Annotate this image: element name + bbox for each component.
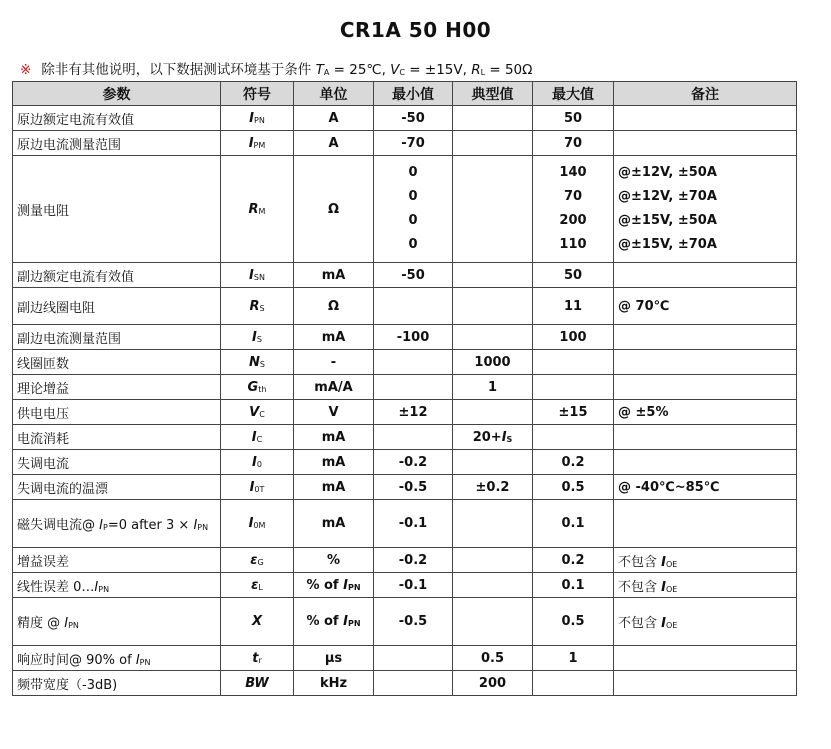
unit-cell: μs	[294, 646, 374, 671]
param-cell: 响应时间@ 90% of $I_{PN}$	[13, 646, 221, 671]
note-mark-icon: ※	[20, 62, 32, 78]
max-cell: 11	[533, 288, 614, 325]
symbol-cell: X	[221, 598, 294, 646]
symbol-cell: $I_{0T}$	[221, 475, 294, 500]
symbol-cell: $R_S$	[221, 288, 294, 325]
param-cell: 副边额定电流有效值	[13, 263, 221, 288]
typ-cell: ±0.2	[453, 475, 533, 500]
table-row	[13, 475, 797, 500]
remark-cell	[614, 646, 797, 671]
typ-cell: 200	[453, 671, 533, 696]
param-cell: 线性误差 $0\dots I_{PN}$	[13, 573, 221, 598]
min-cell	[374, 425, 453, 450]
table-row	[13, 156, 797, 263]
unit-cell: mA/A	[294, 375, 374, 400]
symbol-cell: $I_0$	[221, 450, 294, 475]
remark-cell	[614, 350, 797, 375]
max-cell: 100	[533, 325, 614, 350]
min-cell	[374, 350, 453, 375]
param-cell: 精度 @ $I_{PN}$	[13, 598, 221, 646]
unit-cell: %	[294, 548, 374, 573]
max-cell: 50	[533, 263, 614, 288]
unit-cell: mA	[294, 475, 374, 500]
header-max: 最大值	[533, 82, 614, 106]
unit-cell: Ω	[294, 288, 374, 325]
max-cell	[533, 375, 614, 400]
remark-cell	[614, 375, 797, 400]
max-cell: 1	[533, 646, 614, 671]
min-cell	[374, 375, 453, 400]
symbol-cell: $R_M$	[221, 156, 294, 263]
remark-cell	[614, 131, 797, 156]
symbol-cell: $\varepsilon_L$	[221, 573, 294, 598]
rl-subscript: L	[480, 68, 486, 77]
unit-cell: A	[294, 106, 374, 131]
max-cell: 140 70 200 110	[533, 156, 614, 263]
spec-table	[12, 81, 797, 696]
min-cell: -0.1	[374, 573, 453, 598]
typ-cell	[453, 288, 533, 325]
header-param: 参数	[13, 82, 221, 106]
table-row	[13, 548, 797, 573]
min-cell: -0.2	[374, 548, 453, 573]
table-row	[13, 325, 797, 350]
unit-cell: mA	[294, 325, 374, 350]
typ-cell	[453, 500, 533, 548]
symbol-cell: $I_{PN}$	[221, 106, 294, 131]
typ-cell: $20+I_S$	[453, 425, 533, 450]
unit-cell: V	[294, 400, 374, 425]
symbol-cell: $t_r$	[221, 646, 294, 671]
symbol-cell: $\varepsilon_G$	[221, 548, 294, 573]
max-cell	[533, 671, 614, 696]
unit-cell: % of $I_{PN}$	[294, 573, 374, 598]
table-row	[13, 573, 797, 598]
ta-value: = 25℃,	[329, 62, 391, 78]
min-cell: -50	[374, 106, 453, 131]
vc-symbol: V	[390, 62, 400, 78]
min-cell: -0.5	[374, 475, 453, 500]
ta-subscript: A	[323, 68, 330, 77]
max-cell: 70	[533, 131, 614, 156]
unit-cell: Ω	[294, 156, 374, 263]
max-cell: 0.1	[533, 500, 614, 548]
typ-cell: 1000	[453, 350, 533, 375]
table-row	[13, 375, 797, 400]
max-cell	[533, 425, 614, 450]
remark-cell: @ -40℃~85℃	[614, 475, 797, 500]
max-cell: 50	[533, 106, 614, 131]
symbol-cell: $I_{SN}$	[221, 263, 294, 288]
param-cell: 供电电压	[13, 400, 221, 425]
remark-cell: 不包含 $I_{OE}$	[614, 598, 797, 646]
min-cell: -70	[374, 131, 453, 156]
symbol-cell: $I_{0M}$	[221, 500, 294, 548]
param-cell: 理论增益	[13, 375, 221, 400]
symbol-cell: $V_C$	[221, 400, 294, 425]
min-cell: 0 0 0 0	[374, 156, 453, 263]
remark-cell: @ 70℃	[614, 288, 797, 325]
table-row	[13, 646, 797, 671]
param-cell: 测量电阻	[13, 156, 221, 263]
param-cell: 失调电流的温漂	[13, 475, 221, 500]
max-cell: 0.5	[533, 475, 614, 500]
header-typ: 典型值	[453, 82, 533, 106]
param-cell: 电流消耗	[13, 425, 221, 450]
remark-cell	[614, 500, 797, 548]
note-text: 除非有其他说明，以下数据测试环境基于条件	[41, 62, 312, 78]
unit-cell: A	[294, 131, 374, 156]
min-cell: -0.1	[374, 500, 453, 548]
vc-value: = ±15V,	[405, 62, 472, 78]
remark-cell	[614, 425, 797, 450]
remark-cell	[614, 325, 797, 350]
min-cell: -0.5	[374, 598, 453, 646]
unit-cell: mA	[294, 500, 374, 548]
unit-cell: mA	[294, 450, 374, 475]
symbol-cell: $I_C$	[221, 425, 294, 450]
table-row	[13, 598, 797, 646]
document-title: CR1A 50 H00	[339, 18, 492, 42]
typ-cell	[453, 263, 533, 288]
test-condition-note	[20, 58, 532, 78]
min-cell	[374, 288, 453, 325]
max-cell: 0.2	[533, 450, 614, 475]
param-cell: 增益误差	[13, 548, 221, 573]
ta-symbol: T	[315, 62, 324, 78]
table-row	[13, 288, 797, 325]
min-cell: -50	[374, 263, 453, 288]
typ-cell	[453, 156, 533, 263]
table-row	[13, 500, 797, 548]
symbol-cell: $I_{PM}$	[221, 131, 294, 156]
table-row	[13, 671, 797, 696]
typ-cell	[453, 400, 533, 425]
rl-symbol: R	[471, 62, 481, 78]
param-cell: 原边电流测量范围	[13, 131, 221, 156]
header-symbol: 符号	[221, 82, 294, 106]
remark-cell	[614, 671, 797, 696]
unit-cell: -	[294, 350, 374, 375]
table-row	[13, 131, 797, 156]
header-unit: 单位	[294, 82, 374, 106]
typ-cell	[453, 598, 533, 646]
unit-cell: kHz	[294, 671, 374, 696]
min-cell: -0.2	[374, 450, 453, 475]
symbol-cell: BW	[221, 671, 294, 696]
min-cell: -100	[374, 325, 453, 350]
unit-cell: mA	[294, 425, 374, 450]
typ-cell	[453, 325, 533, 350]
symbol-cell: $I_S$	[221, 325, 294, 350]
unit-cell: % of $I_{PN}$	[294, 598, 374, 646]
max-cell: 0.1	[533, 573, 614, 598]
max-cell: 0.5	[533, 598, 614, 646]
param-cell: 频带宽度（-3dB)	[13, 671, 221, 696]
remark-cell: @ ±5%	[614, 400, 797, 425]
remark-cell: 不包含 $I_{OE}$	[614, 573, 797, 598]
param-cell: 失调电流	[13, 450, 221, 475]
max-cell: 0.2	[533, 548, 614, 573]
table-row	[13, 263, 797, 288]
typ-cell	[453, 573, 533, 598]
table-row	[13, 106, 797, 131]
typ-cell	[453, 548, 533, 573]
min-cell: ±12	[374, 400, 453, 425]
typ-cell	[453, 450, 533, 475]
table-row	[13, 400, 797, 425]
remark-cell	[614, 450, 797, 475]
typ-cell: 1	[453, 375, 533, 400]
typ-cell	[453, 131, 533, 156]
table-row	[13, 425, 797, 450]
param-cell: 线圈匝数	[13, 350, 221, 375]
min-cell	[374, 671, 453, 696]
typ-cell	[453, 106, 533, 131]
unit-cell: mA	[294, 263, 374, 288]
remark-cell	[614, 106, 797, 131]
typ-cell: 0.5	[453, 646, 533, 671]
remark-cell: @±12V, ±50A @±12V, ±70A @±15V, ±50A @±15V, ±70A	[614, 156, 797, 263]
remark-cell: 不包含 $I_{OE}$	[614, 548, 797, 573]
max-cell	[533, 350, 614, 375]
min-cell	[374, 646, 453, 671]
header-min: 最小值	[374, 82, 453, 106]
param-cell: 副边电流测量范围	[13, 325, 221, 350]
max-cell: ±15	[533, 400, 614, 425]
param-cell: 原边额定电流有效值	[13, 106, 221, 131]
remark-cell	[614, 263, 797, 288]
table-header-row	[13, 82, 797, 106]
table-row	[13, 450, 797, 475]
param-cell: 磁失调电流@ $I_P=0$ after $3 \times I_{PN}$	[13, 500, 221, 548]
symbol-cell: $N_S$	[221, 350, 294, 375]
symbol-cell: $G_{th}$	[221, 375, 294, 400]
param-cell: 副边线圈电阻	[13, 288, 221, 325]
header-remark: 备注	[614, 82, 797, 106]
rl-value: = 50Ω	[485, 62, 533, 78]
table-row	[13, 350, 797, 375]
vc-subscript: C	[399, 68, 406, 77]
